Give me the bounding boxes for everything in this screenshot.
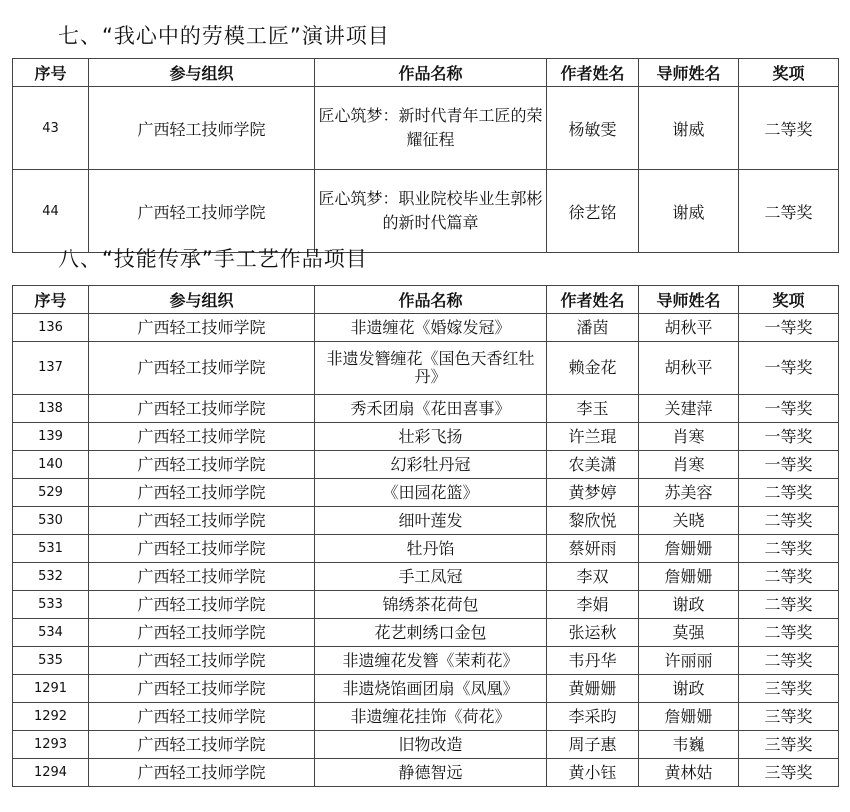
cell-author: 李玉 bbox=[547, 395, 639, 423]
cell-work: 非遗缠花发簪《茉莉花》 bbox=[315, 647, 547, 675]
cell-mentor: 黄林姑 bbox=[639, 759, 739, 787]
table-row bbox=[13, 619, 839, 647]
cell-org: 广西轻工技师学院 bbox=[89, 170, 315, 253]
table-row bbox=[13, 314, 839, 342]
cell-mentor: 韦巍 bbox=[639, 731, 739, 759]
cell-author: 徐艺铭 bbox=[547, 170, 639, 253]
table-row bbox=[13, 479, 839, 507]
col-header-author: 作者姓名 bbox=[547, 59, 639, 87]
cell-work: 花艺刺绣口金包 bbox=[315, 619, 547, 647]
cell-org: 广西轻工技师学院 bbox=[89, 591, 315, 619]
cell-no: 531 bbox=[13, 535, 89, 563]
cell-org: 广西轻工技师学院 bbox=[89, 87, 315, 170]
cell-mentor: 肖寒 bbox=[639, 423, 739, 451]
cell-no: 530 bbox=[13, 507, 89, 535]
cell-award: 二等奖 bbox=[739, 647, 839, 675]
cell-author: 潘茵 bbox=[547, 314, 639, 342]
col-header-org: 参与组织 bbox=[89, 59, 315, 87]
cell-award: 三等奖 bbox=[739, 731, 839, 759]
cell-award: 二等奖 bbox=[739, 619, 839, 647]
cell-mentor: 谢政 bbox=[639, 675, 739, 703]
table-row bbox=[13, 731, 839, 759]
cell-mentor: 谢威 bbox=[639, 87, 739, 170]
cell-author: 黄梦婷 bbox=[547, 479, 639, 507]
cell-mentor: 胡秋平 bbox=[639, 342, 739, 395]
cell-award: 一等奖 bbox=[739, 395, 839, 423]
cell-award: 二等奖 bbox=[739, 170, 839, 253]
cell-org: 广西轻工技师学院 bbox=[89, 535, 315, 563]
cell-award: 三等奖 bbox=[739, 759, 839, 787]
cell-no: 44 bbox=[13, 170, 89, 253]
cell-work: 匠心筑梦：新时代青年工匠的荣耀征程 bbox=[315, 87, 547, 170]
cell-mentor: 胡秋平 bbox=[639, 314, 739, 342]
table-row bbox=[13, 535, 839, 563]
cell-mentor: 肖寒 bbox=[639, 451, 739, 479]
cell-work: 幻彩牡丹冠 bbox=[315, 451, 547, 479]
col-header-award: 奖项 bbox=[739, 286, 839, 314]
cell-no: 529 bbox=[13, 479, 89, 507]
cell-mentor: 谢政 bbox=[639, 591, 739, 619]
cell-work: 秀禾团扇《花田喜事》 bbox=[315, 395, 547, 423]
cell-author: 杨敏雯 bbox=[547, 87, 639, 170]
cell-no: 1294 bbox=[13, 759, 89, 787]
table-header-row bbox=[13, 59, 839, 87]
cell-author: 黄小钰 bbox=[547, 759, 639, 787]
cell-mentor: 詹姗姗 bbox=[639, 703, 739, 731]
cell-author: 黎欣悦 bbox=[547, 507, 639, 535]
table-row bbox=[13, 647, 839, 675]
cell-award: 二等奖 bbox=[739, 87, 839, 170]
cell-award: 二等奖 bbox=[739, 535, 839, 563]
cell-award: 三等奖 bbox=[739, 675, 839, 703]
col-header-org: 参与组织 bbox=[89, 286, 315, 314]
cell-org: 广西轻工技师学院 bbox=[89, 703, 315, 731]
cell-author: 赖金花 bbox=[547, 342, 639, 395]
cell-mentor: 关建萍 bbox=[639, 395, 739, 423]
table-row bbox=[13, 170, 839, 253]
cell-work: 壮彩飞扬 bbox=[315, 423, 547, 451]
table-row bbox=[13, 703, 839, 731]
table-row bbox=[13, 759, 839, 787]
cell-work: 细叶莲发 bbox=[315, 507, 547, 535]
table-row bbox=[13, 395, 839, 423]
cell-work: 手工凤冠 bbox=[315, 563, 547, 591]
table-row bbox=[13, 423, 839, 451]
cell-award: 一等奖 bbox=[739, 451, 839, 479]
cell-author: 李采昀 bbox=[547, 703, 639, 731]
section-title-craft: 八、“技能传承”手工艺作品项目 bbox=[58, 247, 368, 271]
cell-author: 黄姗姗 bbox=[547, 675, 639, 703]
cell-mentor: 苏美容 bbox=[639, 479, 739, 507]
cell-award: 一等奖 bbox=[739, 314, 839, 342]
cell-org: 广西轻工技师学院 bbox=[89, 423, 315, 451]
cell-author: 周子惠 bbox=[547, 731, 639, 759]
table-row bbox=[13, 675, 839, 703]
section-title-speech: 七、“我心中的劳模工匠”演讲项目 bbox=[58, 24, 390, 48]
col-header-award: 奖项 bbox=[739, 59, 839, 87]
cell-no: 1293 bbox=[13, 731, 89, 759]
cell-org: 广西轻工技师学院 bbox=[89, 314, 315, 342]
col-header-author: 作者姓名 bbox=[547, 286, 639, 314]
craft-award-table bbox=[12, 285, 839, 787]
cell-work: 非遗缠花《婚嫁发冠》 bbox=[315, 314, 547, 342]
cell-org: 广西轻工技师学院 bbox=[89, 479, 315, 507]
cell-award: 二等奖 bbox=[739, 563, 839, 591]
col-header-work: 作品名称 bbox=[315, 286, 547, 314]
cell-no: 535 bbox=[13, 647, 89, 675]
table-row bbox=[13, 342, 839, 395]
cell-org: 广西轻工技师学院 bbox=[89, 731, 315, 759]
cell-work: 牡丹馅 bbox=[315, 535, 547, 563]
col-header-work: 作品名称 bbox=[315, 59, 547, 87]
cell-org: 广西轻工技师学院 bbox=[89, 675, 315, 703]
cell-no: 137 bbox=[13, 342, 89, 395]
cell-no: 1291 bbox=[13, 675, 89, 703]
table-header-row bbox=[13, 286, 839, 314]
table-row bbox=[13, 591, 839, 619]
table-row bbox=[13, 87, 839, 170]
cell-no: 533 bbox=[13, 591, 89, 619]
col-header-no: 序号 bbox=[13, 59, 89, 87]
col-header-mentor: 导师姓名 bbox=[639, 59, 739, 87]
cell-author: 李娟 bbox=[547, 591, 639, 619]
table-row bbox=[13, 563, 839, 591]
cell-mentor: 许丽丽 bbox=[639, 647, 739, 675]
cell-org: 广西轻工技师学院 bbox=[89, 563, 315, 591]
cell-author: 蔡妍雨 bbox=[547, 535, 639, 563]
cell-author: 张运秋 bbox=[547, 619, 639, 647]
speech-award-table bbox=[12, 58, 839, 253]
cell-award: 二等奖 bbox=[739, 507, 839, 535]
cell-author: 韦丹华 bbox=[547, 647, 639, 675]
cell-no: 534 bbox=[13, 619, 89, 647]
cell-work: 《田园花篮》 bbox=[315, 479, 547, 507]
cell-award: 二等奖 bbox=[739, 479, 839, 507]
cell-org: 广西轻工技师学院 bbox=[89, 451, 315, 479]
cell-work: 锦绣茶花荷包 bbox=[315, 591, 547, 619]
cell-no: 138 bbox=[13, 395, 89, 423]
cell-mentor: 关晓 bbox=[639, 507, 739, 535]
cell-mentor: 詹姗姗 bbox=[639, 563, 739, 591]
cell-no: 1292 bbox=[13, 703, 89, 731]
cell-mentor: 莫强 bbox=[639, 619, 739, 647]
cell-no: 532 bbox=[13, 563, 89, 591]
cell-org: 广西轻工技师学院 bbox=[89, 507, 315, 535]
cell-no: 139 bbox=[13, 423, 89, 451]
cell-work: 非遗缠花挂饰《荷花》 bbox=[315, 703, 547, 731]
table-row bbox=[13, 451, 839, 479]
cell-award: 一等奖 bbox=[739, 423, 839, 451]
cell-org: 广西轻工技师学院 bbox=[89, 395, 315, 423]
cell-work: 静德智远 bbox=[315, 759, 547, 787]
table-row bbox=[13, 507, 839, 535]
cell-work: 非遗烧馅画团扇《凤凰》 bbox=[315, 675, 547, 703]
cell-work: 旧物改造 bbox=[315, 731, 547, 759]
col-header-mentor: 导师姓名 bbox=[639, 286, 739, 314]
cell-author: 李双 bbox=[547, 563, 639, 591]
cell-org: 广西轻工技师学院 bbox=[89, 647, 315, 675]
cell-org: 广西轻工技师学院 bbox=[89, 619, 315, 647]
cell-no: 136 bbox=[13, 314, 89, 342]
cell-work: 非遗发簪缠花《国色天香红牡丹》 bbox=[315, 342, 547, 395]
cell-no: 43 bbox=[13, 87, 89, 170]
cell-author: 农美潇 bbox=[547, 451, 639, 479]
cell-org: 广西轻工技师学院 bbox=[89, 759, 315, 787]
cell-award: 一等奖 bbox=[739, 342, 839, 395]
cell-work: 匠心筑梦：职业院校毕业生郭彬的新时代篇章 bbox=[315, 170, 547, 253]
col-header-no: 序号 bbox=[13, 286, 89, 314]
cell-award: 三等奖 bbox=[739, 703, 839, 731]
cell-mentor: 詹姗姗 bbox=[639, 535, 739, 563]
cell-author: 许兰琨 bbox=[547, 423, 639, 451]
cell-org: 广西轻工技师学院 bbox=[89, 342, 315, 395]
cell-mentor: 谢威 bbox=[639, 170, 739, 253]
cell-no: 140 bbox=[13, 451, 89, 479]
cell-award: 二等奖 bbox=[739, 591, 839, 619]
